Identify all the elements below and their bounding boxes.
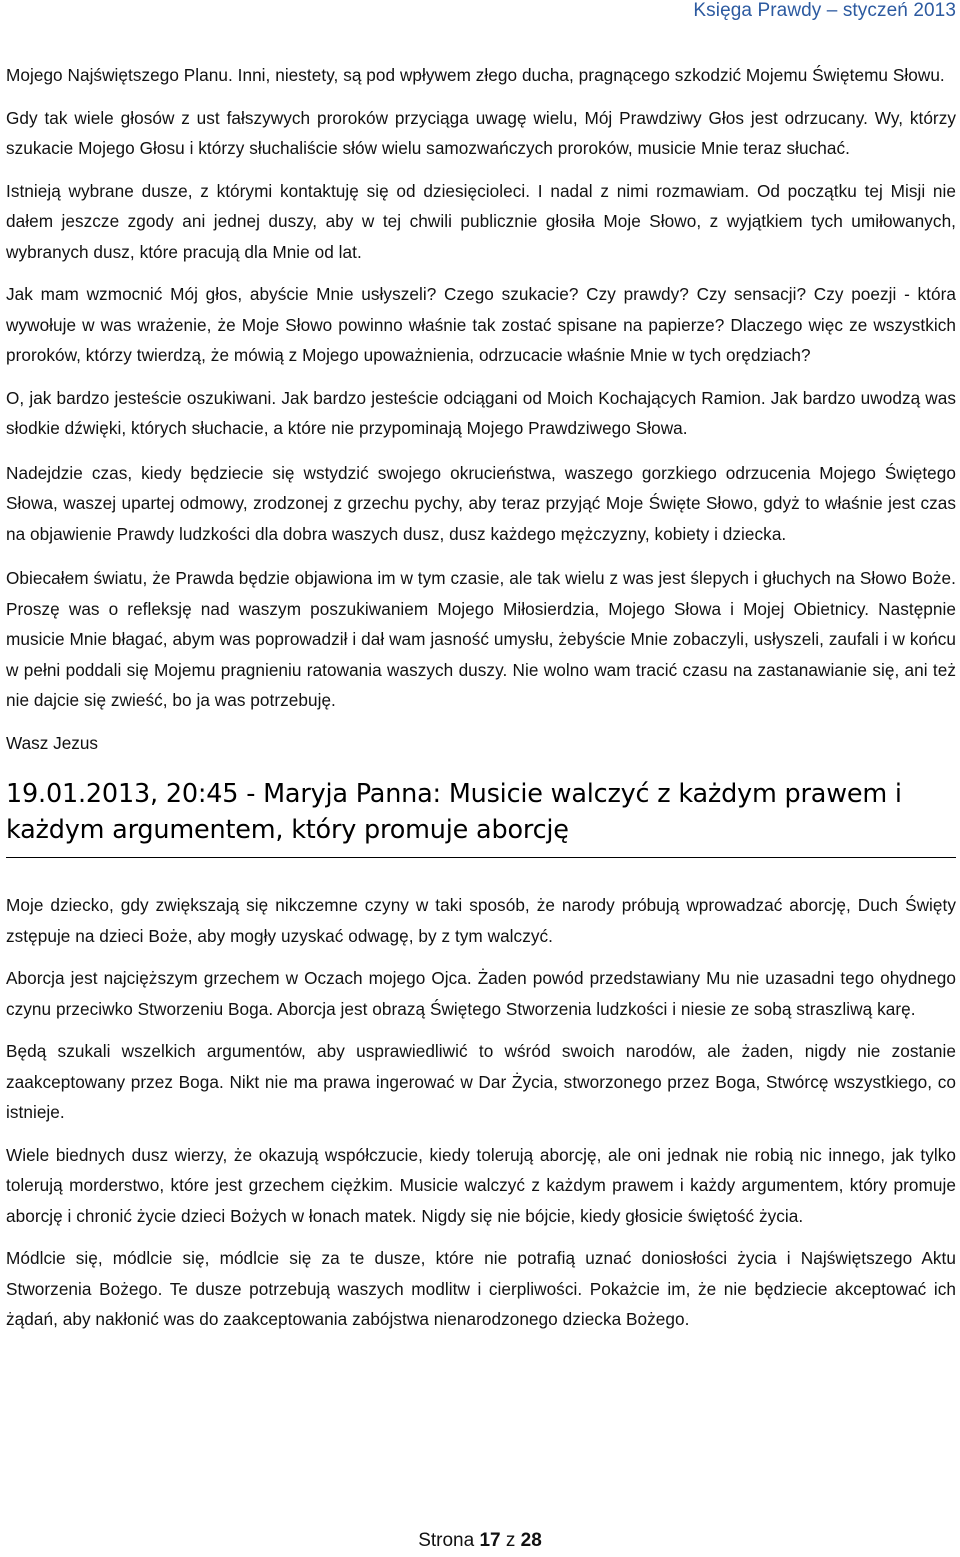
paragraph: Aborcja jest najcięższym grzechem w Oczach mojego Ojca. Żaden powód przedstawiany Mu nie uzasadni tego ohydnego czynu przeciwko Stworzeniu Boga. Aborcja jest obrazą Świętego Stworzenia ludzkości i niesie ze sobą straszliwą karę. (6, 968, 956, 1019)
page-number: 17 (479, 1530, 501, 1551)
running-header: Księga Prawdy – styczeń 2013 (693, 0, 956, 21)
page-separator: z (505, 1530, 516, 1551)
paragraph: Jak mam wzmocnić Mój głos, abyście Mnie usłyszeli? Czego szukacie? Czy prawdy? Czy sensacji? Czy poezji - która wywołuje w was wrażenie, że Moje Słowo powinno właśnie tak zostać spisane na papierze? Dlaczego więc ze wszystkich proroków, którzy twierdzą, że mówią z Mojego upoważnienia, odrzucacie właśnie Mnie w tych orędziach? (6, 284, 956, 365)
paragraph: O, jak bardzo jesteście oszukiwani. Jak bardzo jesteście odciągani od Moich Kochających Ramion. Jak bardzo uwodzą was słodkie dźwięki, których słuchacie, a które nie przypominają Mojego Prawdziwego Słowa. (6, 387, 956, 438)
paragraph: Gdy tak wiele głosów z ust fałszywych proroków przyciąga uwagę wielu, Mój Prawdziwy Głos jest odrzucany. Wy, którzy szukacie Mojego Głosu i którzy słuchaliście słów wielu samozwańczych proroków, musicie Mnie teraz słuchać. (6, 107, 956, 158)
message-jesus (6, 60, 956, 758)
message-heading: 19.01.2013, 20:45 - Maryja Panna: Musicie walczyć z każdym prawem i każdym argumentem, który promuje aborcję (6, 776, 956, 858)
paragraph: Obiecałem światu, że Prawda będzie objawiona im w tym czasie, ale tak wielu z was jest ślepych i głuchych na Słowo Boże. Proszę was o refleksję nad waszym poszukiwaniem Mojego Miłosierdzia, Mojego Słowa i Mojej Obietnicy. Następnie musicie Mnie błagać, abym was poprowadził i dał wam jasność umysłu, żebyście Mnie zobaczyli, usłyszeli, zaufali i w końcu w pełni poddali się Mojemu pragnieniu ratowania waszych duszy. Nie wolno wam tracić czasu na zastanawianie się, ani też nie dajcie się zwieść, bo ja was potrzebuję. (6, 568, 956, 710)
paragraph: Moje dziecko, gdy zwiększają się nikczemne czyny w taki sposób, że narody próbują wprowadzać aborcję, Duch Święty zstępuje na dzieci Boże, aby mogły uzyskać odwagę, by z tym walczyć. (6, 895, 956, 946)
paragraph: Istnieją wybrane dusze, z którymi kontaktuję się od dziesięcioleci. I nadal z nimi rozmawiam. Od początku tej Misji nie dałem jeszcze zgody ani jednej duszy, aby w tej chwili publicznie głosiła Moje Słowo, z wyjątkiem tych umiłowanych, wybranych dusz, które pracują dla Mnie od lat. (6, 180, 956, 262)
page-content (6, 60, 956, 1347)
page-label: Strona (418, 1530, 475, 1551)
paragraph: Nadejdzie czas, kiedy będziecie się wstydzić swojego okrucieństwa, waszego gorzkiego odrzucenia Mojego Świętego Słowa, waszej upartej odmowy, zrodzonej z grzechu pychy, aby teraz przyjąć Moje Święte Słowo, gdyż to właśnie jest czas na objawienie Prawdy ludzkości dla dobra waszych dusz, dusz każdego mężczyzny, kobiety i dziecka. (6, 462, 956, 544)
page-footer (0, 1530, 960, 1552)
message-mary (6, 890, 956, 1335)
signature: Wasz Jezus (6, 732, 99, 753)
paragraph: Wiele biednych dusz wierzy, że okazują współczucie, kiedy tolerują aborcję, ale oni jednak nie robią nic innego, jak tylko tolerują morderstwo, które jest grzechem ciężkim. Musicie walczyć z każdym prawem i każdy argumentem, który promuje aborcję i chronić życie dzieci Bożych w łonach matek. Nigdy się nie bójcie, kiedy głosicie świętość życia. (6, 1144, 956, 1226)
page-total: 28 (520, 1530, 542, 1551)
paragraph: Mojego Najświętszego Planu. Inni, niestety, są pod wpływem złego ducha, pragnącego szkodzić Mojemu Świętemu Słowu. (6, 65, 945, 85)
paragraph: Będą szukali wszelkich argumentów, aby usprawiedliwić to wśród swoich narodów, ale żaden, nigdy nie zostanie zaakceptowany przez Boga. Nikt nie ma prawa ingerować w Dar Życia, stworzonego przez Boga, Stwórcę wszystkiego, co istnieje. (6, 1041, 956, 1122)
paragraph: Módlcie się, módlcie się, módlcie się za te dusze, które nie potrafią uznać doniosłości życia i Najświętszego Aktu Stworzenia Bożego. Te dusze potrzebują waszych modlitw i cierpliwości. Pokażcie im, że nie będziecie akceptować ich żądań, aby nakłonić was do zaakceptowania zabójstwa nienarodzonego dziecka Bożego. (6, 1248, 956, 1329)
